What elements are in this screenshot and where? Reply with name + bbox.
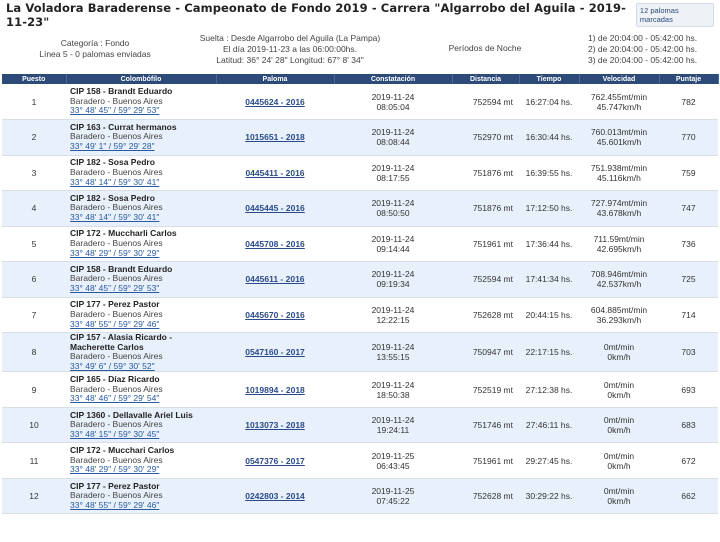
fancier-location: Baradero - Buenos Aires <box>70 454 163 465</box>
arrival-cell <box>334 443 452 479</box>
time-cell: 22:17:15 hs. <box>519 333 579 372</box>
fancier-cell <box>66 372 216 408</box>
pigeon-cell <box>216 407 334 443</box>
category-block <box>0 30 190 74</box>
arrival-time: 09:14:44 <box>376 243 410 254</box>
fancier-cell <box>66 478 216 514</box>
arrival-cell <box>334 478 452 514</box>
points-cell: 747 <box>659 191 718 227</box>
arrival-time: 18:50:38 <box>376 389 410 400</box>
fancier-location: Baradero - Buenos Aires <box>70 131 163 142</box>
speed-cell <box>579 297 659 333</box>
fancier-name: CIP 163 - Currat hermanos <box>70 121 177 132</box>
fancier-location: Baradero - Buenos Aires <box>70 166 163 177</box>
col-constatacion[interactable]: Constatación <box>334 74 452 84</box>
speed-cell <box>579 120 659 156</box>
speed-cell <box>579 155 659 191</box>
table-row <box>2 333 718 372</box>
night-period-1: 1) de 20:04:00 - 05:42:00 hs. <box>588 33 698 43</box>
arrival-date: 2019-11-24 <box>371 269 415 280</box>
col-colombofilo[interactable]: Colombófilo <box>66 74 216 84</box>
rank-cell: 4 <box>2 191 66 227</box>
speed-mtmin: 751.938mt/min <box>590 162 648 173</box>
distance-cell: 752519 mt <box>452 372 519 408</box>
arrival-cell <box>334 155 452 191</box>
fancier-coords-link[interactable]: 33° 49' 6" / 59° 30' 52" <box>70 360 155 371</box>
col-puesto[interactable]: Puesto <box>2 74 66 84</box>
points-cell: 703 <box>659 333 718 372</box>
arrival-date: 2019-11-24 <box>371 304 415 315</box>
fancier-coords-link[interactable]: 33° 48' 45" / 59° 29' 53" <box>70 283 160 294</box>
fancier-cell <box>66 443 216 479</box>
pigeon-ring-link[interactable]: 0445611 - 2016 <box>245 274 305 285</box>
table-row <box>2 120 718 156</box>
speed-cell <box>579 84 659 120</box>
line-text: Línea 5 - 0 palomas enviadas <box>39 49 151 59</box>
pigeon-cell <box>216 443 334 479</box>
distance-cell: 752628 mt <box>452 297 519 333</box>
fancier-name: CIP 177 - Perez Pastor <box>70 480 160 491</box>
fancier-name: CIP 182 - Sosa Pedro <box>70 192 155 203</box>
distance-cell: 752594 mt <box>452 262 519 298</box>
speed-mtmin: 762.455mt/min <box>590 91 648 102</box>
points-cell: 714 <box>659 297 718 333</box>
fancier-coords-link[interactable]: 33° 48' 29" / 59° 30' 29" <box>70 247 160 258</box>
arrival-date: 2019-11-24 <box>371 162 415 173</box>
table-row <box>2 191 718 227</box>
pigeon-cell <box>216 262 334 298</box>
distance-cell: 751961 mt <box>452 226 519 262</box>
col-velocidad[interactable]: Velocidad <box>579 74 659 84</box>
fancier-coords-link[interactable]: 33° 48' 55" / 59° 29' 46" <box>70 499 160 510</box>
speed-mtmin: 0mt/min <box>603 450 635 461</box>
arrival-cell <box>334 226 452 262</box>
speed-cell <box>579 443 659 479</box>
table-row <box>2 372 718 408</box>
speed-kmh: 0km/h <box>607 460 631 471</box>
points-cell: 662 <box>659 478 718 514</box>
arrival-date: 2019-11-24 <box>371 198 415 209</box>
release-coords: Latitud: 36° 24' 28" Longitud: 67° 8' 34" <box>216 55 364 65</box>
release-text: Suelta : Desde Algarrobo del Aguila (La Pampa) <box>199 33 381 43</box>
table-row <box>2 262 718 298</box>
table-row <box>2 478 718 514</box>
arrival-date: 2019-11-24 <box>371 233 415 244</box>
time-cell: 30:29:22 hs. <box>519 478 579 514</box>
fancier-coords-link[interactable]: 33° 48' 14" / 59° 30' 41" <box>70 212 160 223</box>
rank-cell: 3 <box>2 155 66 191</box>
fancier-location: Baradero - Buenos Aires <box>70 273 163 284</box>
table-row <box>2 407 718 443</box>
speed-kmh: 45.116km/h <box>597 172 641 183</box>
rank-cell: 1 <box>2 84 66 120</box>
fancier-location: Baradero - Buenos Aires <box>70 490 163 501</box>
rank-cell: 8 <box>2 333 66 372</box>
arrival-date: 2019-11-24 <box>371 415 415 426</box>
speed-cell <box>579 262 659 298</box>
speed-cell <box>579 372 659 408</box>
pigeon-ring-link[interactable]: 0445445 - 2016 <box>245 203 305 214</box>
pigeon-cell <box>216 478 334 514</box>
fancier-name: CIP 1360 - Dellavalle Ariel Luis <box>70 409 193 420</box>
category-text: Categoría : Fondo <box>60 38 130 48</box>
points-cell: 725 <box>659 262 718 298</box>
fancier-coords-link[interactable]: 33° 48' 55" / 59° 29' 46" <box>70 318 160 329</box>
speed-mtmin: 0mt/min <box>603 342 635 353</box>
speed-mtmin: 760.013mt/min <box>590 127 648 138</box>
speed-mtmin: 0mt/min <box>603 486 635 497</box>
speed-mtmin: 708.946mt/min <box>590 269 648 280</box>
speed-kmh: 0km/h <box>607 389 631 400</box>
speed-mtmin: 727.974mt/min <box>590 198 648 209</box>
fancier-location: Baradero - Buenos Aires <box>70 202 163 213</box>
arrival-date: 2019-11-24 <box>371 342 415 353</box>
speed-mtmin: 0mt/min <box>603 379 635 390</box>
rank-cell: 5 <box>2 226 66 262</box>
col-distancia[interactable]: Distancia <box>452 74 519 84</box>
night-periods-list <box>580 30 720 74</box>
speed-kmh: 42.537km/h <box>596 279 642 290</box>
points-cell: 782 <box>659 84 718 120</box>
speed-mtmin: 604.885mt/min <box>590 304 648 315</box>
arrival-date: 2019-11-24 <box>371 91 415 102</box>
fancier-name: CIP 158 - Brandt Eduardo <box>70 263 173 274</box>
points-cell: 693 <box>659 372 718 408</box>
pigeon-cell <box>216 297 334 333</box>
fancier-coords-link[interactable]: 33° 48' 15" / 59° 30' 45" <box>70 428 160 439</box>
arrival-cell <box>334 333 452 372</box>
rank-cell: 9 <box>2 372 66 408</box>
pigeon-ring-link[interactable]: 1013073 - 2018 <box>245 420 305 431</box>
pigeon-ring-link[interactable]: 0547376 - 2017 <box>245 455 305 466</box>
fancier-location: Baradero - Buenos Aires <box>70 419 163 430</box>
distance-cell: 752628 mt <box>452 478 519 514</box>
pigeon-cell <box>216 155 334 191</box>
speed-mtmin: 711.59mt/min <box>593 233 645 244</box>
points-cell: 736 <box>659 226 718 262</box>
distance-cell: 751876 mt <box>452 155 519 191</box>
speed-kmh: 0km/h <box>607 352 631 363</box>
fancier-cell <box>66 155 216 191</box>
points-cell: 759 <box>659 155 718 191</box>
distance-cell: 751746 mt <box>452 407 519 443</box>
fancier-cell <box>66 262 216 298</box>
fancier-location: Baradero - Buenos Aires <box>70 308 163 319</box>
fancier-location: Baradero - Buenos Aires <box>70 351 163 362</box>
results-table <box>2 74 719 514</box>
time-cell: 17:12:50 hs. <box>519 191 579 227</box>
marked-pigeons-badge[interactable]: 12 palomas marcadas <box>636 3 714 27</box>
release-block <box>190 30 390 74</box>
points-cell: 672 <box>659 443 718 479</box>
col-tiempo[interactable]: Tiempo <box>519 74 579 84</box>
arrival-cell <box>334 407 452 443</box>
fancier-coords-link[interactable]: 33° 48' 29" / 59° 30' 29" <box>70 464 160 475</box>
arrival-cell <box>334 120 452 156</box>
table-row <box>2 226 718 262</box>
arrival-time: 12:22:15 <box>376 314 410 325</box>
pigeon-ring-link[interactable]: 1019894 - 2018 <box>245 384 305 395</box>
table-row <box>2 84 718 120</box>
rank-cell: 6 <box>2 262 66 298</box>
pigeon-ring-link[interactable]: 0242803 - 2014 <box>245 491 305 502</box>
night-period-2: 2) de 20:04:00 - 05:42:00 hs. <box>588 44 698 54</box>
time-cell: 17:36:44 hs. <box>519 226 579 262</box>
time-cell: 20:44:15 hs. <box>519 297 579 333</box>
fancier-location: Baradero - Buenos Aires <box>70 383 163 394</box>
speed-cell <box>579 226 659 262</box>
fancier-cell <box>66 333 216 372</box>
pigeon-ring-link[interactable]: 1015651 - 2018 <box>245 132 305 143</box>
time-cell: 29:27:45 hs. <box>519 443 579 479</box>
table-row <box>2 443 718 479</box>
fancier-name: CIP 177 - Perez Pastor <box>70 299 160 310</box>
speed-mtmin: 0mt/min <box>603 415 635 426</box>
pigeon-ring-link[interactable]: 0445624 - 2016 <box>245 96 305 107</box>
time-cell: 27:12:38 hs. <box>519 372 579 408</box>
speed-kmh: 43.678km/h <box>596 208 642 219</box>
page-title: La Voladora Baraderense - Campeonato de Fondo 2019 - Carrera "Algarrobo del Aguila - 2019-11-23" <box>6 1 626 29</box>
time-cell: 27:46:11 hs. <box>519 407 579 443</box>
points-cell: 770 <box>659 120 718 156</box>
fancier-name: CIP 182 - Sosa Pedro <box>70 157 155 168</box>
fancier-cell <box>66 407 216 443</box>
arrival-date: 2019-11-24 <box>371 379 415 390</box>
distance-cell: 752970 mt <box>452 120 519 156</box>
time-cell: 16:30:44 hs. <box>519 120 579 156</box>
arrival-date: 2019-11-24 <box>371 127 415 138</box>
night-periods-label: Períodos de Noche <box>448 43 522 53</box>
fancier-coords-link[interactable]: 33° 48' 46" / 59° 29' 54" <box>70 393 160 404</box>
fancier-name: CIP 165 - Díaz Ricardo <box>70 374 160 385</box>
speed-cell <box>579 478 659 514</box>
release-date: El día 2019-11-23 a las 06:00:00hs. <box>222 44 358 54</box>
pigeon-cell <box>216 191 334 227</box>
speed-cell <box>579 333 659 372</box>
arrival-time: 07:45:22 <box>376 496 410 507</box>
arrival-cell <box>334 262 452 298</box>
arrival-cell <box>334 84 452 120</box>
fancier-cell <box>66 226 216 262</box>
arrival-time: 08:50:50 <box>376 208 410 219</box>
pigeon-ring-link[interactable]: 0445670 - 2016 <box>245 309 305 320</box>
rank-cell: 11 <box>2 443 66 479</box>
rank-cell: 2 <box>2 120 66 156</box>
race-info <box>0 30 720 74</box>
fancier-cell <box>66 297 216 333</box>
time-cell: 17:41:34 hs. <box>519 262 579 298</box>
arrival-cell <box>334 297 452 333</box>
fancier-name: CIP 158 - Brandt Eduardo <box>70 86 173 97</box>
col-puntaje[interactable]: Puntaje <box>659 74 718 84</box>
rank-cell: 7 <box>2 297 66 333</box>
title-bar <box>0 0 720 30</box>
table-row <box>2 297 718 333</box>
arrival-time: 06:43:45 <box>376 460 410 471</box>
pigeon-cell <box>216 333 334 372</box>
speed-kmh: 42.695km/h <box>596 243 642 254</box>
points-cell: 683 <box>659 407 718 443</box>
fancier-cell <box>66 84 216 120</box>
distance-cell: 751876 mt <box>452 191 519 227</box>
pigeon-ring-link[interactable]: 0445708 - 2016 <box>245 238 305 249</box>
arrival-time: 13:55:15 <box>376 352 410 363</box>
distance-cell: 750947 mt <box>452 333 519 372</box>
pigeon-ring-link[interactable]: 0547160 - 2017 <box>245 347 305 358</box>
arrival-time: 08:17:55 <box>376 172 410 183</box>
arrival-time: 08:08:44 <box>376 137 410 148</box>
table-row <box>2 155 718 191</box>
fancier-cell <box>66 191 216 227</box>
fancier-location: Baradero - Buenos Aires <box>70 237 163 248</box>
pigeon-cell <box>216 226 334 262</box>
speed-cell <box>579 407 659 443</box>
pigeon-cell <box>216 372 334 408</box>
speed-kmh: 0km/h <box>607 496 631 507</box>
speed-kmh: 45.601km/h <box>596 137 642 148</box>
col-paloma[interactable]: Paloma <box>216 74 334 84</box>
time-cell: 16:39:55 hs. <box>519 155 579 191</box>
arrival-time: 08:05:04 <box>376 101 410 112</box>
speed-kmh: 45.747km/h <box>596 101 642 112</box>
fancier-coords-link[interactable]: 33° 48' 45" / 59° 29' 53" <box>70 105 160 116</box>
arrival-date: 2019-11-25 <box>371 450 415 461</box>
distance-cell: 751961 mt <box>452 443 519 479</box>
pigeon-cell <box>216 120 334 156</box>
fancier-name: CIP 172 - Muccharli Carlos <box>70 228 177 239</box>
arrival-time: 19:24:11 <box>376 425 410 436</box>
rank-cell: 10 <box>2 407 66 443</box>
fancier-coords-link[interactable]: 33° 48' 14" / 59° 30' 41" <box>70 176 160 187</box>
pigeon-ring-link[interactable]: 0445411 - 2016 <box>245 167 305 178</box>
rank-cell: 12 <box>2 478 66 514</box>
fancier-cell <box>66 120 216 156</box>
fancier-location: Baradero - Buenos Aires <box>70 95 163 106</box>
speed-cell <box>579 191 659 227</box>
speed-kmh: 0km/h <box>607 425 631 436</box>
fancier-name: CIP 157 - Alasia Ricardo - Macherette Carlos <box>70 332 173 352</box>
fancier-name: CIP 172 - Mucchari Carlos <box>70 445 175 456</box>
pigeon-cell <box>216 84 334 120</box>
speed-kmh: 36.293km/h <box>596 314 642 325</box>
time-cell: 16:27:04 hs. <box>519 84 579 120</box>
distance-cell: 752594 mt <box>452 84 519 120</box>
fancier-coords-link[interactable]: 33° 49' 1" / 59° 29' 28" <box>70 141 155 152</box>
table-header <box>2 74 718 84</box>
arrival-cell <box>334 191 452 227</box>
arrival-time: 09:19:34 <box>376 279 410 290</box>
arrival-date: 2019-11-25 <box>371 486 415 497</box>
arrival-cell <box>334 372 452 408</box>
night-period-3: 3) de 20:04:00 - 05:42:00 hs. <box>588 55 698 65</box>
